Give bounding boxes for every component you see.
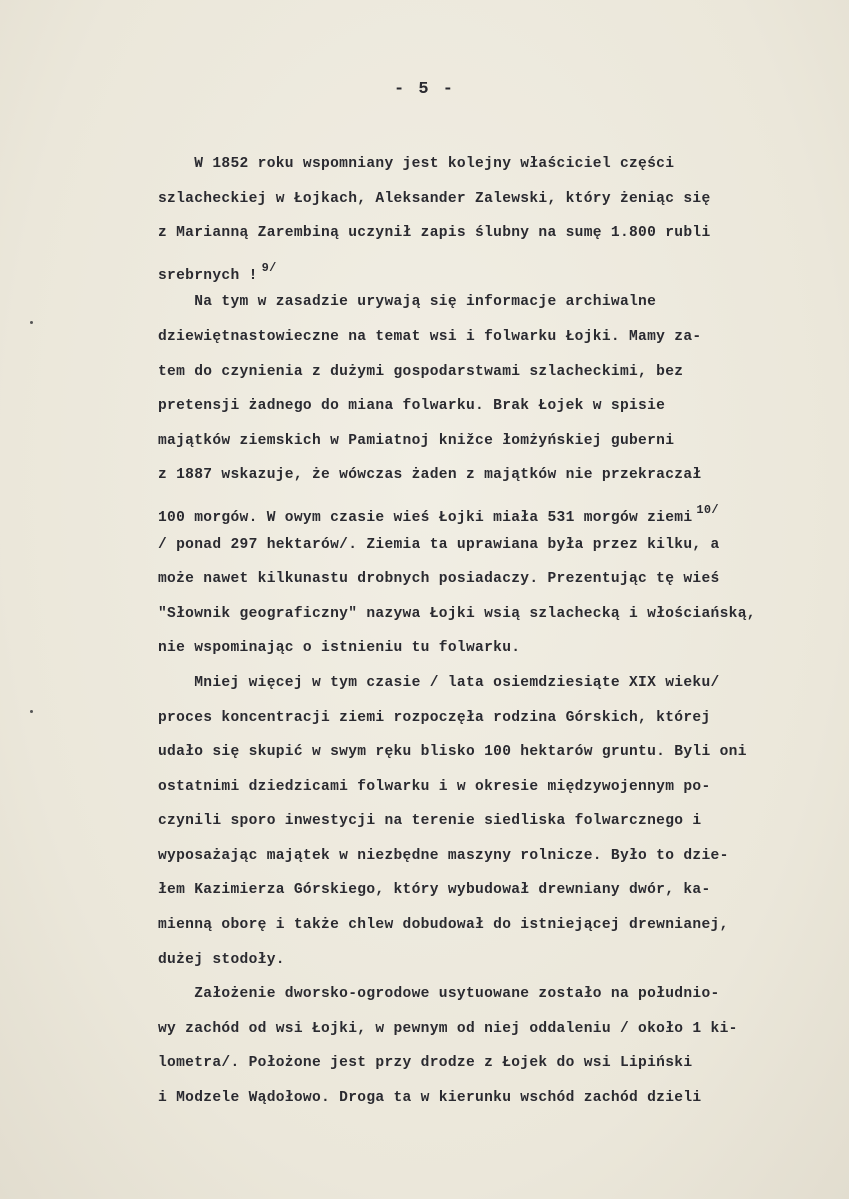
- footnote-ref: 10/: [696, 502, 719, 517]
- text-line: dużej stodoły.: [158, 951, 285, 968]
- text-line: mienną oborę i także chlew dobudował do istniejącej drewnianej,: [158, 917, 729, 934]
- text-line: proces koncentracji ziemi rozpoczęła rodzina Górskich, której: [158, 709, 711, 726]
- text-line: łem Kazimierza Górskiego, który wybudował drewniany dwór, ka-: [158, 882, 711, 899]
- punch-mark: [30, 321, 33, 324]
- text-line: z Marianną Zarembiną uczynił zapis ślubny na sumę 1.800 rubli: [158, 225, 711, 242]
- text-line: nie wspominając o istnieniu tu folwarku.: [158, 640, 521, 657]
- text-line: Na tym w zasadzie urywają się informacje archiwalne: [158, 294, 657, 311]
- text-line: i Modzele Wądołowo. Droga ta w kierunku wschód zachód dzieli: [158, 1090, 702, 1107]
- text-line-content: 100 morgów. W owym czasie wieś Łojki miała 531 morgów ziemi: [158, 509, 693, 526]
- body-text: [158, 147, 848, 1116]
- page-number: - 5 -: [393, 80, 455, 99]
- text-line: wy zachód od wsi Łojki, w pewnym od niej oddaleniu / około 1 ki-: [158, 1020, 738, 1037]
- text-line: szlacheckiej w Łojkach, Aleksander Zalewski, który żeniąc się: [158, 190, 711, 207]
- punch-mark: [30, 710, 33, 713]
- text-line-content: srebrnych !: [158, 267, 258, 284]
- text-line: W 1852 roku wspomniany jest kolejny właściciel części: [158, 156, 675, 172]
- text-line: lometra/. Położone jest przy drodze z Łojek do wsi Lipiński: [158, 1055, 693, 1072]
- text-line: [158, 251, 848, 286]
- text-line: czynili sporo inwestycji na terenie siedliska folwarcznego i: [158, 813, 702, 830]
- text-line: z 1887 wskazuje, że wówczas żaden z majątków nie przekraczał: [158, 467, 702, 484]
- text-line: Założenie dworsko-ogrodowe usytuowane zostało na południo-: [158, 986, 720, 1003]
- text-line: Mniej więcej w tym czasie / lata osiemdziesiąte XIX wieku/: [158, 674, 720, 691]
- footnote-ref: 9/: [261, 260, 277, 275]
- text-line: udało się skupić w swym ręku blisko 100 hektarów gruntu. Byli oni: [158, 744, 747, 761]
- text-line: / ponad 297 hektarów/. Ziemia ta uprawiana była przez kilku, a: [158, 536, 720, 553]
- text-line: dziewiętnastowieczne na temat wsi i folwarku Łojki. Mamy za-: [158, 328, 702, 345]
- text-line: wyposażając majątek w niezbędne maszyny rolnicze. Było to dzie-: [158, 847, 729, 864]
- text-line: tem do czynienia z dużymi gospodarstwami szlacheckimi, bez: [158, 363, 684, 380]
- text-line: majątków ziemskich w Pamiatnoj knižce łomżyńskiej guberni: [158, 432, 675, 449]
- text-line: może nawet kilkunastu drobnych posiadaczy. Prezentując tę wieś: [158, 571, 720, 588]
- text-line: "Słownik geograficzny" nazywa Łojki wsią szlachecką i włościańską,: [158, 605, 756, 622]
- text-line: ostatnimi dziedzicami folwarku i w okresie międzywojennym po-: [158, 778, 711, 795]
- text-line: pretensji żadnego do miana folwarku. Brak Łojek w spisie: [158, 398, 666, 415]
- text-line: [158, 493, 848, 528]
